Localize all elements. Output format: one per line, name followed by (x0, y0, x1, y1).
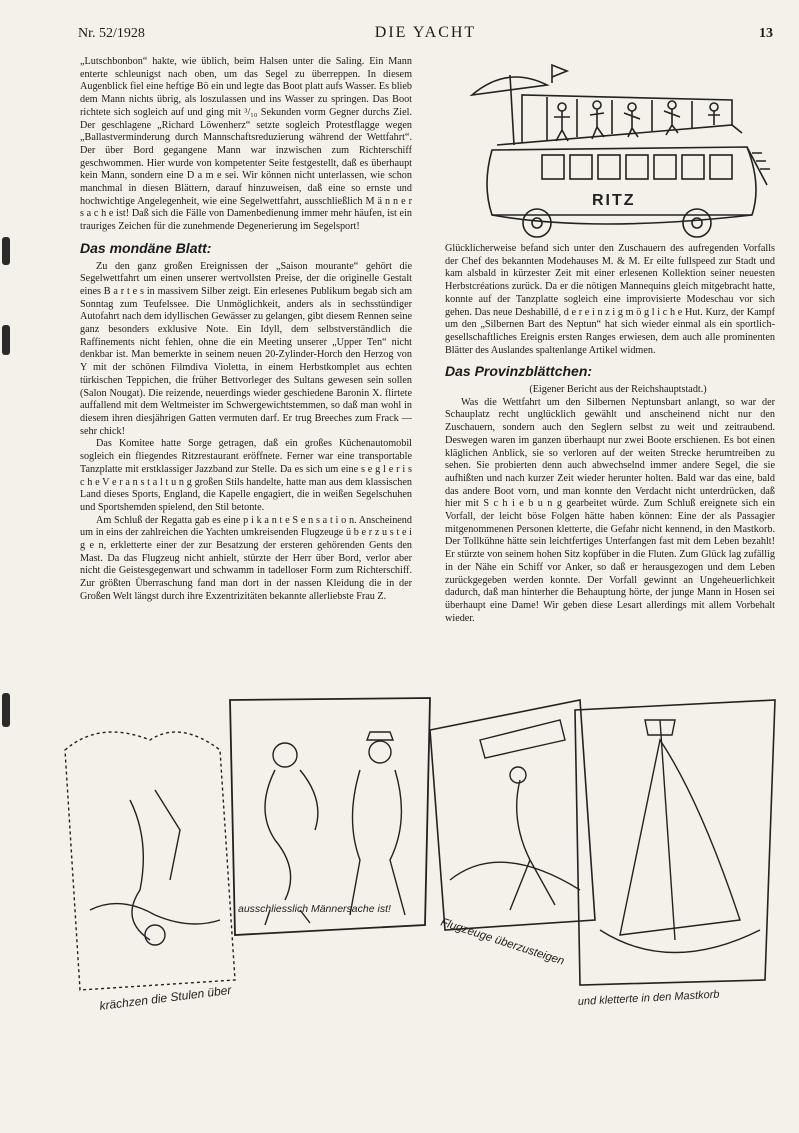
cartoon-caption-3: Flugzeuge überzusteigen (439, 916, 566, 968)
cartoon-caption-4: und kletterte in den Mastkorb (577, 988, 720, 1008)
article-paragraph: Zu den ganz großen Ereignissen der „Saison mourante“ gehört die Segelwettfahrt um einen unserer wertvollsten Preise, der die originelle Gestalt eines B a r t e s in massivem Silber zeigt. Ein erlesenes Publikum begab sich am Sonntag zum Teufelssee. Die Unmöglichkeit, anders als in sechsstündiger Autofahrt nach dem idyllischen Gewässer zu gelangen, gibt diesem Rennen seine ganz besonders exklusive Note. Ein Idyll, dem selbstverständlich die Raffinements nicht fehlen, ohne die ein Meeting unserer „Upper Ten“ nicht denkbar ist. Man bemerkte in seinem neuen 20-Zylinder-Horch den Herzog von Y mit der schönen Filmdiva Violetta, in einem Herbstkomplet aus echten türkischen Teppichen, die früher Bettvorleger des Sultans gewesen sein sollen (Salon Nougat). Die reizende, neuerdings wieder geschiedene Baronin X. flirtete auffallend mit dem Weltmeister im Schwergewichtstemmen, so daß man wohl in diesem ihren diesjährigen Gatten vermuten darf. Er trug Breeches zum Frack — sehr chick! (80, 260, 412, 437)
cartoon-strip (60, 680, 780, 1030)
left-column (80, 56, 412, 604)
section-heading-mondaene: Das mondäne Blatt: (80, 239, 212, 256)
binding-mark (2, 325, 10, 355)
bus-sign: RITZ (592, 192, 636, 209)
cartoon-caption-1: krächzen die Stulen über (98, 982, 233, 1013)
page-header (78, 24, 773, 46)
right-column (445, 243, 775, 625)
binding-mark (2, 693, 10, 727)
page-number: 13 (759, 26, 773, 41)
section-subheading: (Eigener Bericht aus der Reichshauptstadt.) (529, 384, 707, 396)
article-paragraph: Glücklicherweise befand sich unter den Zuschauern des aufregenden Vorfalls der Chef des bekannten Modehauses M. & M. Er eilte fullspeed zur Stadt und kam alsbald in kürzester Zeit mit einer erlesenen Kollektion seiner neuesten Herbstcréations zurück. Da er die nötigen Mannequins gleich mitgebracht hatte, konnte auf der Tanzplatte sogleich eine improvisierte Modeschau vor sich gehen. Das neue Deshabillé, d e r e i n z i g m ö g l i c h e Hut. Kurz, der Kampf um den „Silbernen Bart des Neptun“ hat sich wieder einmal als ein sportlich-gesellschaftliches Ereignis ersten Ranges erwiesen, dem auch alle prominenten Blätter des Auslandes spaltenlange Artikel widmen. (445, 243, 775, 356)
article-paragraph: Was die Wettfahrt um den Silbernen Neptunsbart anlangt, so war der Schauplatz recht unglücklich gewählt und anscheinend nicht nur den Zuschauern, sondern auch den Seglern selbst zu weit und zeitraubend. Deswegen waren im ganzen überhaupt nur zwei Boote erschienen. Es bot einen kläglichen Anblick, sie so verloren auf der weiten Strecke herumtreiben zu sehen. Sie probierten denn auch abwechselnd immer andere Segel, die sie aufhißten und nach kurzer Zeit wieder herunter holten. Bald war das eine, bald das andere Boot vorn, und man konnte den Verdacht nicht unterdrücken, daß hier mit S c h i e b u n g gearbeitet würde. Zum Schluß ereignete sich ein Vorfall, der leicht böse Folgen hätte haben können: Eine der als Passagier mitgenommenen Personen kletterte, die Gefahr nicht kennend, in den Mastkorb. Der Tollkühne hätte sein leichtfertiges Unterfangen fast mit dem Leben bezahlt! Er stürzte von seinem hohen Sitz kopfüber in die Fluten. Zum Glück lag zufällig in der Nähe ein Schiff vor Anker, so daß er herausgezogen und dem Leben zurückgegeben werden konnte. Der Vorfall gewinnt an Ungeheuerlichkeit dadurch, daß man hinterher die Behauptung hörte, der junge Mann in Hosen sei überhaupt eine Dame! Wir geben diese Lesart allerdings mit allem Vorbehalt wieder. (445, 396, 775, 624)
intro-paragraph: „Lutschbonbon“ hakte, wie üblich, beim Halsen unter die Saling. Ein Mann enterte schleunigst nach oben, um das Segel zu überreppen. In diesem Augenblick fiel eine heftige Bö ein und legte das Boot platt aufs Wasser. Es blieb dem Mann nichts übrig, als loszulassen und ins Wasser zu springen. Das Boot richtete sich sogleich auf und ging mit ³/₁₀ Sekunden vorm Gegner durchs Ziel. Der geschlagene „Richard Löwenherz“ setzte sogleich Protestflagge wegen „Ballastverminderung durch Mannschaftsreduzierung während der Wettfahrt“. Der über Bord gegangene Mann war inzwischen zum Richterschiff geschwommen. Hier wurde von kompetenter Seite festgestellt, daß es überhaupt kein Mann, sondern eine D a m e sei. Wir können nicht unterlassen, wie schon manchmal in diesen Blättern, darauf hinzuweisen, daß eine so ernste und hochwichtige Angelegenheit, wie eine Segelwettfahrt, ausschließlich M ä n n e r s a c h e ist! Daß sich die Fälle von Damenbedienung immer mehr häufen, ist ein trauriges Zeichen für die zunehmende Degenerierung im Segelsport! (80, 56, 412, 233)
binding-mark (2, 237, 10, 265)
section-heading-provinz: Das Provinzblättchen: (445, 363, 593, 380)
article-paragraph: Das Komitee hatte Sorge getragen, daß ein großes Küchenautomobil sogleich ein fliegendes Ritzrestaurant eröffnete. Ferner war eine transportable Tanzplatte mit erstklassiger Jazzband zur Stelle. Da es sich um eine s e g l e r i s c h e V e r a n s t a l t u n g großen Stils handelte, hatte man aus dem klassischen Land dieses Sports, England, die Kapelle engagiert, die in weißen Segelschuhen und Sportshemden spielend, den Stil betonte. (80, 438, 412, 513)
publication-title: DIE YACHT (374, 24, 477, 41)
article-paragraph: Am Schluß der Regatta gab es eine p i k a n t e S e n s a t i o n. Anscheinend um in eins der zahlreichen die Yachten umkreisenden Flugzeuge ü b e r z u s t e i g e n, erkletterte einer der zur Besatzung der ersteren gehörenden Gents den Mast. Da das Flugzeug nicht anhielt, stürzte der Herr über Bord, verlor aber nicht die Geistesgegenwart und schwamm in tadelloser Form zum Richterschiff. Zur größten Überraschung fand man dort in der nassen Kleidung die in der Großen Welt längst durch ihre Exzentrizitäten bekannte allerliebste Frau Z. (80, 514, 412, 602)
cartoon-caption-2: ausschliesslich Männersache ist! (238, 903, 391, 915)
issue-number: Nr. 52/1928 (78, 26, 145, 41)
bus-illustration (452, 55, 782, 245)
